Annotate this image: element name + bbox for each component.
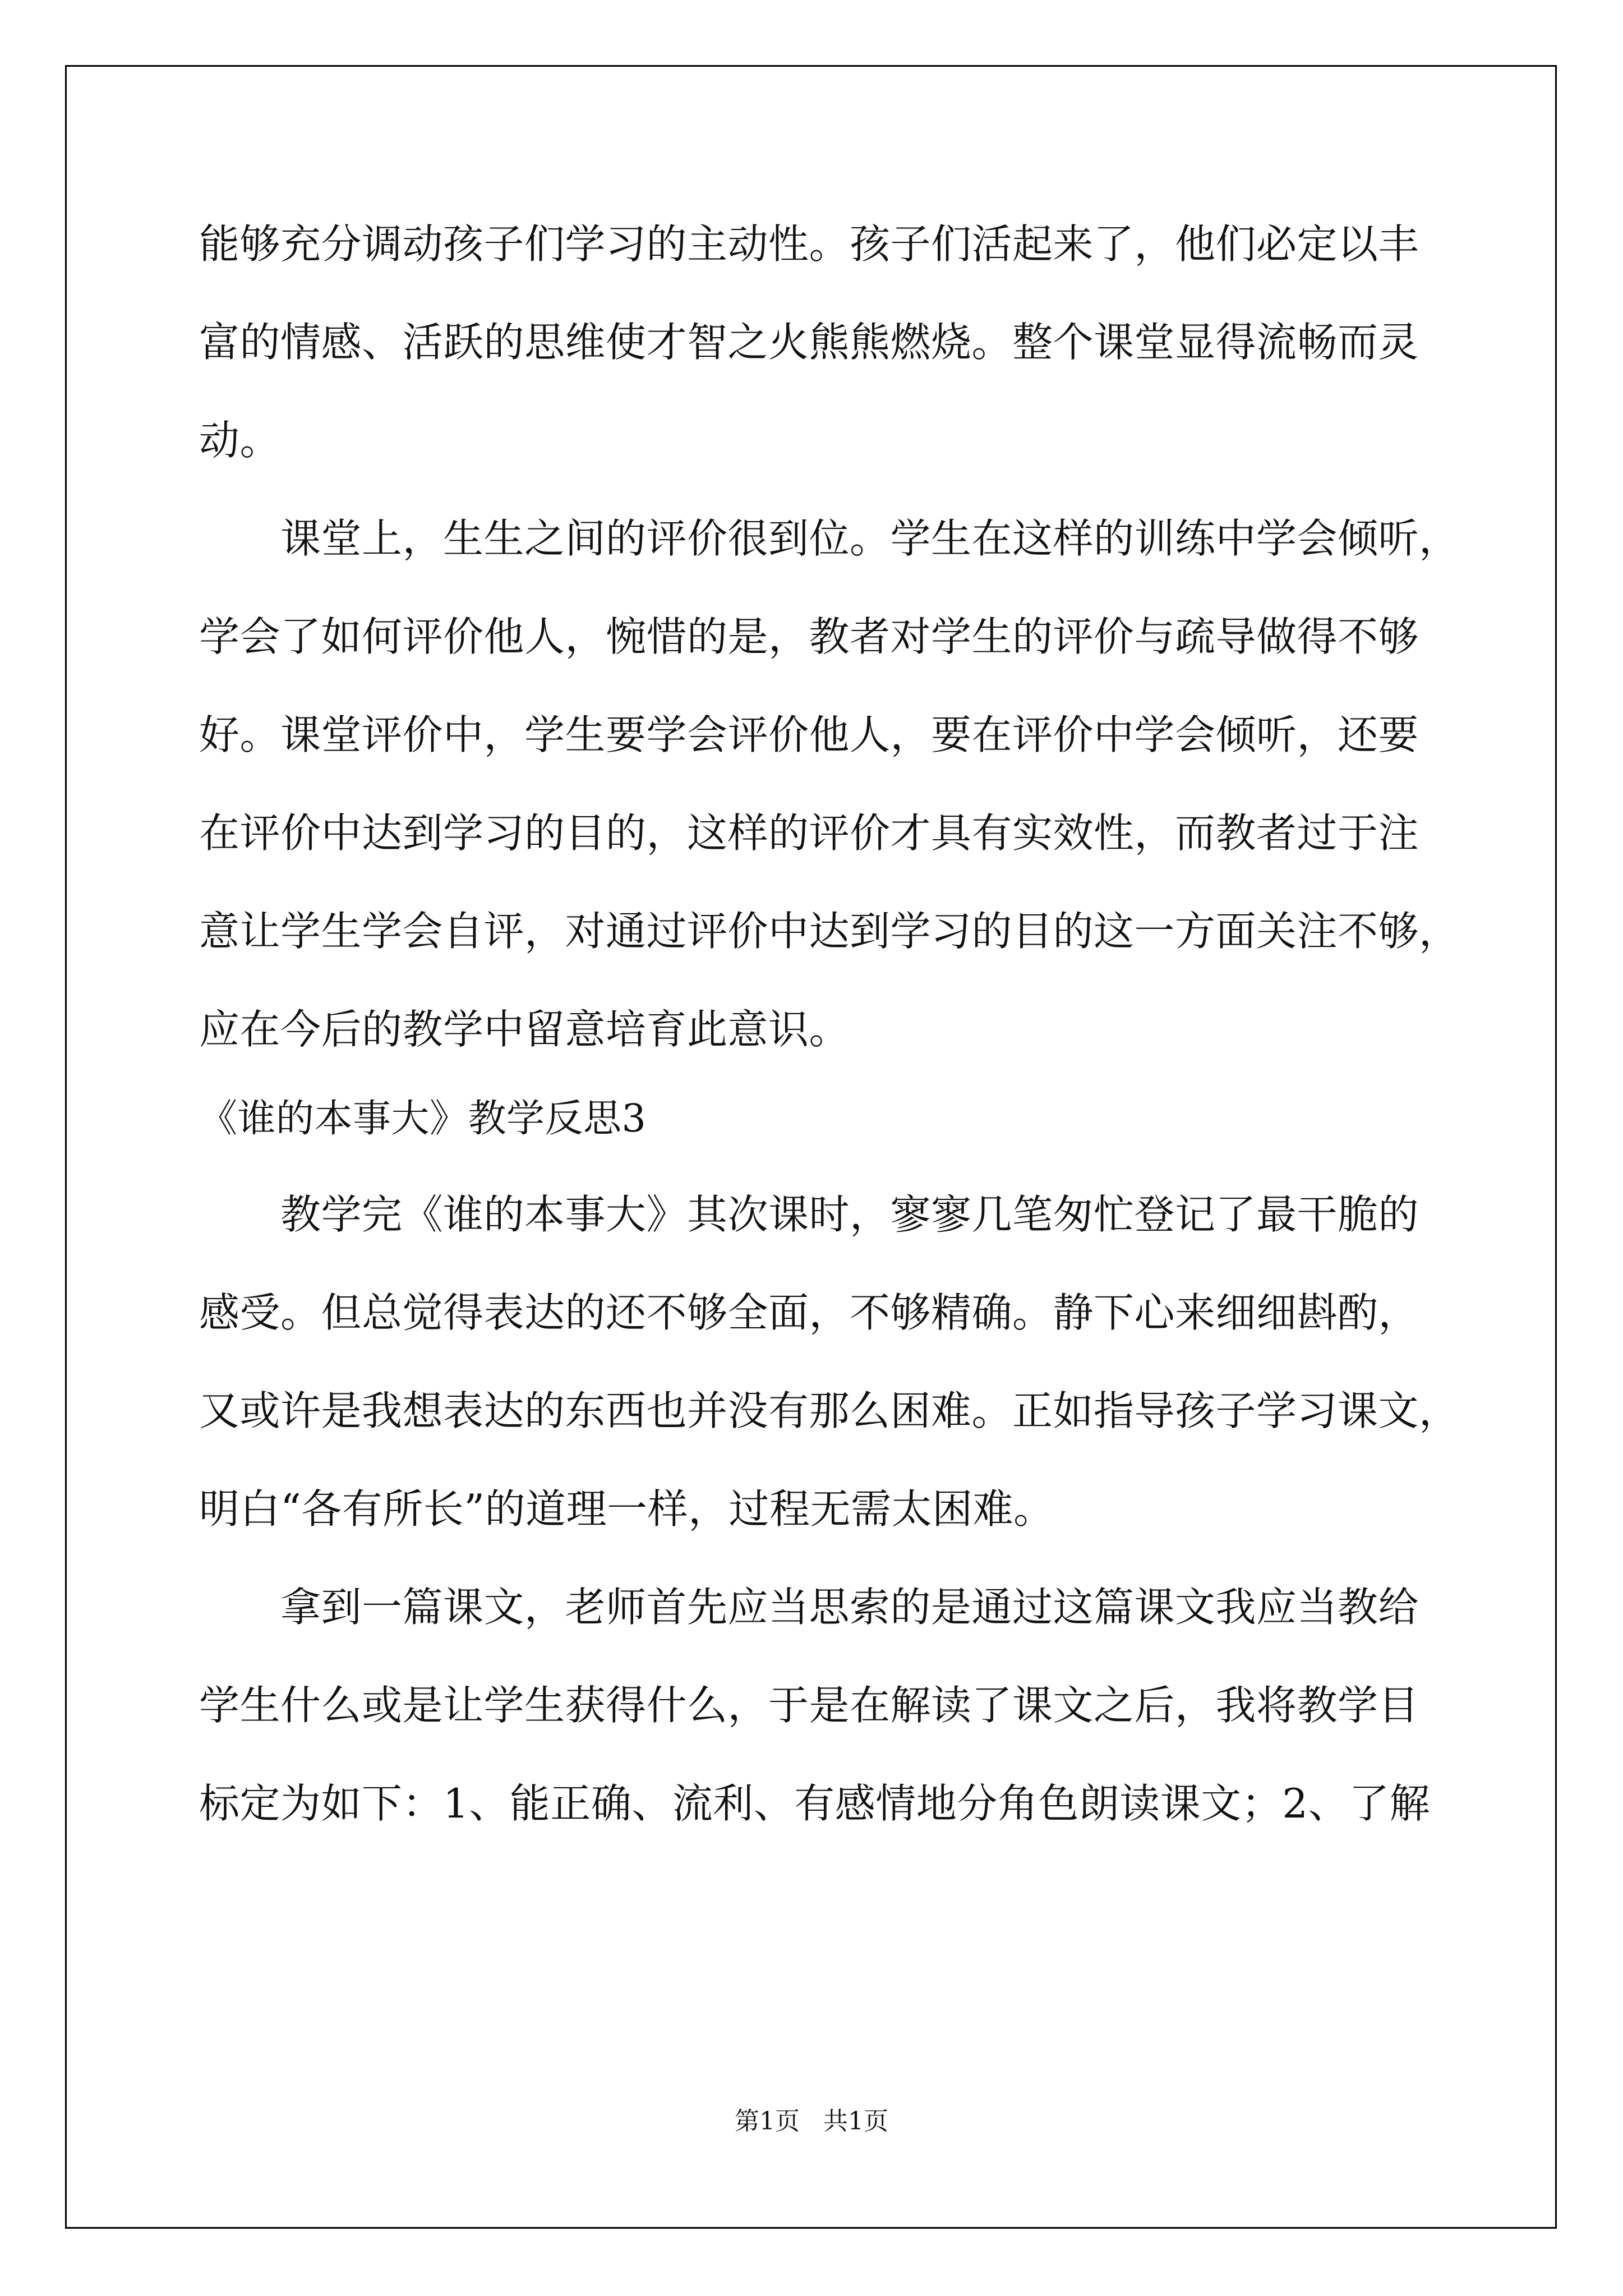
- page-footer: [0, 2105, 1623, 2138]
- paragraph-line: 明白“各有所长”的道理一样，过程无需太困难。: [199, 1485, 1054, 1533]
- paragraph-line: 标定为如下：1、能正确、流利、有感情地分角色朗读课文；2、了解: [199, 1780, 1431, 1827]
- paragraph-line: 富的情感、活跃的思维使才智之火熊熊燃烧。整个课堂显得流畅而灵: [199, 319, 1419, 366]
- paragraph-line: 动。: [199, 417, 281, 464]
- paragraph-line: 好。课堂评价中，学生要学会评价他人，要在评价中学会倾听，还要: [199, 711, 1419, 758]
- paragraph-line: 又或许是我想表达的东西也并没有那么困难。正如指导孩子学习课文，: [199, 1387, 1460, 1434]
- paragraph-line: 学生什么或是让学生获得什么，于是在解读了课文之后，我将教学目: [199, 1682, 1419, 1729]
- section-heading: 《谁的本事大》教学反思3: [199, 1097, 647, 1141]
- paragraph-line: 课堂上，生生之间的评价很到位。学生在这样的训练中学会倾听，: [199, 515, 1460, 562]
- paragraph-line: 意让学生学会自评，对通过评价中达到学习的目的这一方面关注不够，: [199, 908, 1460, 955]
- paragraph-line: 学会了如何评价他人，惋惜的是，教者对学生的评价与疏导做得不够: [199, 613, 1419, 660]
- page-total: 共1页: [823, 2107, 888, 2136]
- paragraph-line: 教学完《谁的本事大》其次课时，寥寥几笔匆忙登记了最干脆的: [199, 1191, 1419, 1238]
- paragraph-line: 在评价中达到学习的目的，这样的评价才具有实效性，而教者过于注: [199, 809, 1419, 857]
- paragraph-line: 能够充分调动孩子们学习的主动性。孩子们活起来了，他们必定以丰: [199, 220, 1419, 268]
- paragraph-line: 感受。但总觉得表达的还不够全面，不够精确。静下心来细细斟酌，: [199, 1289, 1419, 1336]
- page-number: 第1页: [735, 2107, 800, 2136]
- paragraph-line: 拿到一篇课文，老师首先应当思索的是通过这篇课文我应当教给: [199, 1584, 1419, 1631]
- paragraph-line: 应在今后的教学中留意培育此意识。: [199, 1006, 850, 1053]
